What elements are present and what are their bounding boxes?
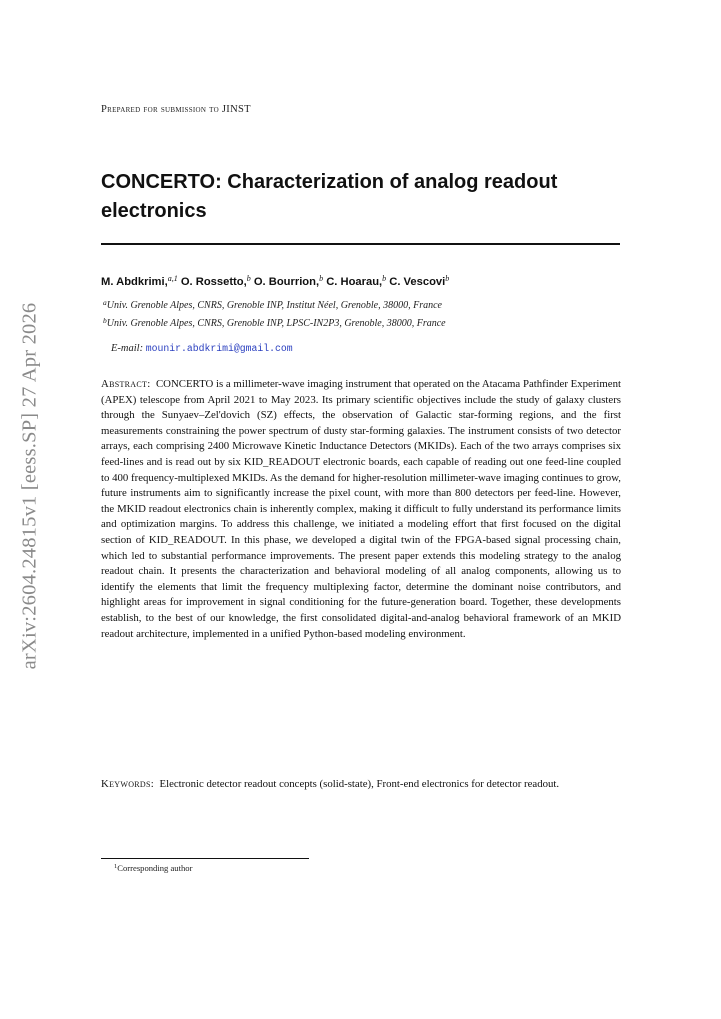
author-name: C. Hoarau, bbox=[326, 276, 383, 288]
footnote-rule bbox=[101, 858, 309, 859]
email-link[interactable]: mounir.abdkrimi@gmail.com bbox=[145, 343, 293, 354]
affiliation-a bbox=[103, 300, 442, 311]
abstract-text: CONCERTO is a millimeter-wave imaging instrument that operated on the Atacama Pathfinder Experiment (APEX) telescope from April 2021 to May 2023. Its primary scientific objectives include the study of galaxy clusters through the Sunyaev–Zel'dovich (SZ) effects, the observation of Galactic star-forming regions, and the first measurements constraining the power spectrum of dusty star-forming galaxies. The instrument consists of two detector arrays, each comprising 2400 Microwave Kinetic Inductance Detectors (MKIDs). Each of the two arrays comprises six feed-lines and is read out by six KID_READOUT electronic boards, each capable of reading out one feed-line coupled to 400 frequency-multiplexed MKIDs. As the demand for higher-resolution millimeter-wave imaging continues to grow, future instruments aim to significantly increase the pixel count, with more than 800 detectors per feed-line. However, the MKID readout electronics chain is inherently complex, making it difficult to fully understand its performance limits and optimization margins. To address this challenge, we initiated a modeling effort that first focused on the digital section of KID_READOUT. In this phase, we developed a digital twin of the FPGA-based signal processing chain, which led to substantial performance improvements. The present paper extends this modeling strategy to the analog readout chain. It presents the characterization and behavioral modeling of all analog components, allowing us to identify the elements that limit the frequency multiplexing factor, determine the dominant noise contributors, and highlight areas for improvement in signal conditioning for the future-generation board. Together, these developments establish, to the best of our knowledge, the first consolidated digital-and-analog behavioral framework of an MKID readout architecture, implemented in a unified Python-based modeling environment. bbox=[101, 378, 621, 640]
paper-title: CONCERTO: Characterization of analog readout electronics bbox=[101, 171, 558, 222]
affiliation-text: Univ. Grenoble Alpes, CNRS, Grenoble INP, Institut Néel, Grenoble, 38000, France bbox=[106, 300, 442, 311]
journal-prepared-line: Prepared for submission to JINST bbox=[101, 104, 251, 115]
author-name: O. Rossetto, bbox=[180, 276, 247, 288]
title-rule bbox=[101, 243, 620, 245]
email-line bbox=[111, 343, 293, 354]
keywords-text: Electronic detector readout concepts (solid-state), Front-end electronics for detector readout. bbox=[159, 778, 560, 790]
affiliation-text: Univ. Grenoble Alpes, CNRS, Grenoble INP, LPSC-IN2P3, Grenoble, 38000, France bbox=[106, 318, 446, 329]
author-affil-mark: b bbox=[246, 274, 251, 283]
author-list bbox=[101, 276, 621, 288]
footnote bbox=[114, 863, 192, 873]
author-name: O. Bourrion, bbox=[253, 276, 320, 288]
author-affil-mark: a,1 bbox=[167, 274, 178, 283]
arxiv-stamp bbox=[4, 296, 56, 676]
footnote-text: Corresponding author bbox=[117, 863, 193, 873]
abstract-heading: Abstract: bbox=[101, 378, 151, 390]
affiliation-mark: a bbox=[103, 298, 107, 307]
email-label: E-mail: bbox=[111, 343, 144, 354]
author-affil-mark: b bbox=[319, 274, 324, 283]
keywords-heading: Keywords: bbox=[101, 778, 155, 790]
affiliation-b bbox=[103, 318, 446, 329]
arxiv-identifier: arXiv:2604.24815v1 [eess.SP] 27 Apr 2026 bbox=[18, 302, 41, 670]
keywords bbox=[101, 777, 621, 793]
author-name: C. Vescovi bbox=[389, 276, 446, 288]
abstract bbox=[101, 377, 621, 642]
affiliation-mark: b bbox=[103, 316, 107, 325]
author-name: M. Abdkrimi, bbox=[101, 276, 168, 288]
footnote-mark: 1 bbox=[114, 863, 118, 870]
author-affil-mark: b bbox=[382, 274, 387, 283]
author-affil-mark: b bbox=[445, 274, 450, 283]
